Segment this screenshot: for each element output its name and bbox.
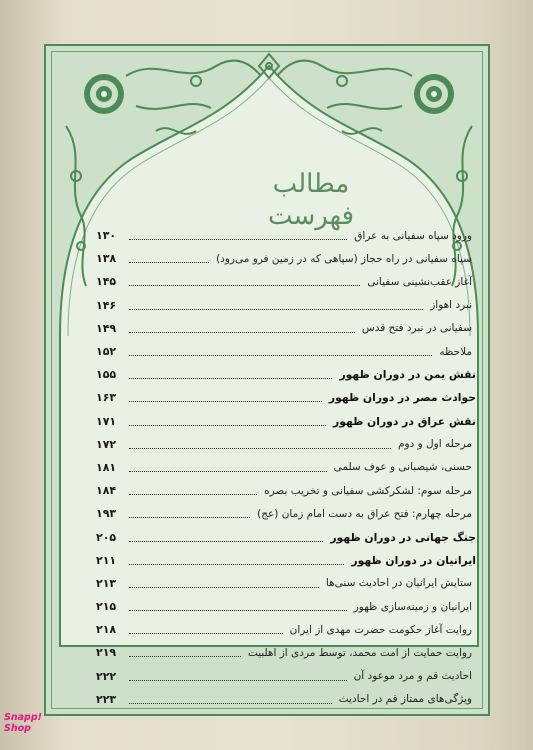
toc-leader-dots [129,656,241,657]
toc-page-number: ۲۱۳ [96,576,117,590]
toc-page-number: ۱۴۶ [96,298,117,312]
toc-entry-title: روایت حمایت از امت محمد، توسط مردی از اهلبیت [247,646,472,659]
toc-entry-title: ایرانیان در دوران ظهور [351,553,476,567]
toc-entry-title: مرحله سوم: لشکرکشی سفیانی و تخریب بصره [264,484,472,497]
toc-page-number: ۱۷۱ [96,414,117,428]
toc-leader-dots [129,262,209,263]
toc-row [96,386,476,409]
toc-page-number: ۲۰۵ [96,530,117,544]
toc-row [96,340,476,363]
toc-row [96,294,476,317]
toc-leader-dots [129,378,332,379]
toc-page-number: ۱۴۵ [96,275,117,289]
toc-leader-dots [129,448,391,449]
toc-leader-dots [129,633,283,634]
toc-row [96,549,476,572]
toc-entry-title: آغاز عقب‌نشینی سفیانی [367,275,472,288]
toc-leader-dots [129,309,423,310]
watermark-line-2: Shop [4,723,31,734]
toc-entry-title: سفیانی در نبرد فتح قدس [361,322,472,335]
toc-entry-title: مرحله چهارم: فتح عراق به دست امام زمان (عج) [257,507,472,520]
toc-leader-dots [129,494,257,495]
toc-page-number: ۱۶۳ [96,391,117,405]
toc-row [96,410,476,433]
toc-page-number: ۱۳۸ [96,252,117,266]
toc-row [96,479,476,502]
toc-entry-title: نقش عراق در دوران ظهور [333,414,476,428]
toc-page-number: ۲۱۹ [96,646,117,660]
toc-leader-dots [129,517,250,518]
toc-entry-title: مرحله اول و دوم [398,438,472,451]
title-line-1: مطالب [272,169,350,199]
toc-page-number: ۱۷۲ [96,437,117,451]
toc-row [96,456,476,479]
toc-row [96,317,476,340]
toc-entry-title: حسنی، شیصبانی و عوف سلمی [333,461,472,474]
right-rosette-icon [414,74,454,114]
toc-row [96,688,476,711]
watermark-logo [4,712,60,734]
toc-entry-title: سپاه سفیانی در راه حجاز (سپاهی که در زمین فرو می‌رود) [216,252,472,265]
toc-page-number: ۱۹۳ [96,507,117,521]
toc-leader-dots [129,355,432,356]
toc-page-number: ۱۸۴ [96,484,117,498]
watermark-line-1: Snapp! [4,712,42,723]
toc-row [96,502,476,525]
toc-row [96,641,476,664]
toc-row [96,270,476,293]
title-line-2: فهرست [267,201,355,231]
toc-row [96,247,476,270]
toc-entry-title: احادیث قم و مرد موعود آن [353,670,472,683]
toc-leader-dots [129,285,360,286]
toc-entry-title: ورود سپاه سفیانی به عراق [354,229,472,242]
toc-row [96,224,476,247]
toc-page-number: ۱۳۰ [96,229,117,243]
toc-page-number: ۱۵۵ [96,368,117,382]
toc-row [96,572,476,595]
toc-row [96,665,476,688]
toc-entry-title: جنگ جهانی در دوران ظهور [330,530,476,544]
toc-entry-title: روایت آغاز حکومت حضرت مهدی از ایران [289,623,472,636]
toc-leader-dots [129,680,347,681]
table-of-contents [96,224,476,711]
toc-entry-title: حوادث مصر در دوران ظهور [328,391,476,405]
toc-leader-dots [129,703,332,704]
toc-row [96,363,476,386]
left-rosette-icon [84,74,124,114]
toc-page-number: ۱۵۲ [96,345,117,359]
toc-page-number: ۲۱۱ [96,553,117,567]
toc-leader-dots [129,610,347,611]
toc-leader-dots [129,471,327,472]
toc-page-number: ۲۲۲ [96,669,117,683]
toc-entry-title: ویژگی‌های ممتاز قم در احادیث [338,693,472,706]
toc-leader-dots [129,425,326,426]
toc-leader-dots [129,587,319,588]
toc-page-number: ۲۲۳ [96,692,117,706]
toc-page-number: ۱۸۱ [96,460,117,474]
toc-entry-title: ایرانیان و زمینه‌سازی ظهور [353,600,472,613]
toc-entry-title: ستایش ایرانیان در احادیث سنی‌ها [325,577,472,590]
toc-leader-dots [129,332,355,333]
toc-row [96,618,476,641]
toc-leader-dots [129,564,344,565]
toc-entry-title: نبرد اهواز [430,299,472,312]
toc-leader-dots [129,239,347,240]
toc-entry-title: ملاحظه [439,345,472,358]
toc-page-number: ۲۱۸ [96,623,117,637]
toc-row [96,433,476,456]
toc-leader-dots [129,401,322,402]
toc-page-number: ۲۱۵ [96,600,117,614]
toc-page-number: ۱۴۹ [96,321,117,335]
toc-row [96,595,476,618]
toc-row [96,525,476,548]
toc-leader-dots [129,541,323,542]
toc-entry-title: نقش یمن در دوران ظهور [339,368,476,382]
